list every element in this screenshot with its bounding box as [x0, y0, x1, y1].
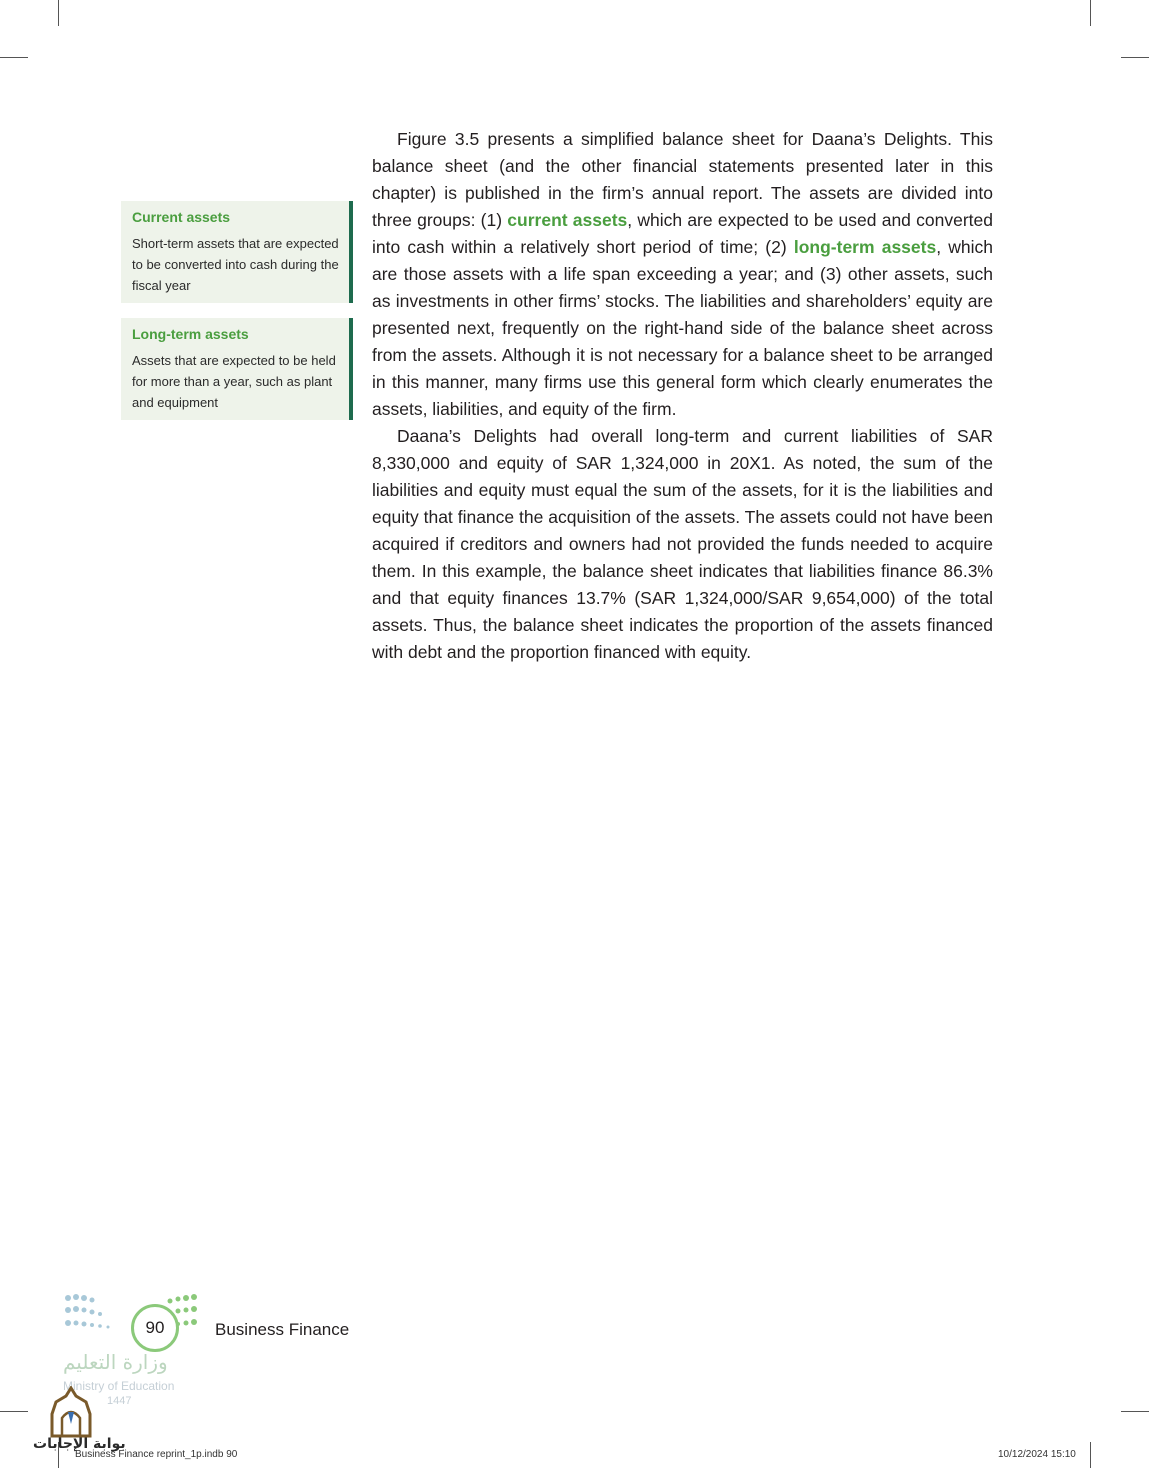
book-title: Business Finance [215, 1320, 350, 1339]
body-text [372, 126, 993, 666]
key-term-current-assets: current assets [507, 210, 628, 230]
watermark-text: بوابة الإجابات [33, 1436, 126, 1452]
crop-mark [58, 0, 59, 26]
ministry-name-arabic: وزارة التعليم [63, 1350, 168, 1374]
glossary-definition: Short-term assets that are expected to be converted into cash during the fiscal year [132, 236, 339, 293]
glossary-term: Current assets [132, 209, 231, 225]
page-number: 90 [131, 1304, 179, 1352]
glossary-box-current-assets [121, 201, 353, 303]
crop-mark [1121, 57, 1149, 58]
glossary-box-long-term-assets [121, 318, 353, 420]
crop-mark [1090, 1442, 1091, 1468]
ministry-year: 1447 [107, 1395, 132, 1407]
paragraph [372, 126, 993, 423]
paragraph: Daana’s Delights had overall long-term and current liabilities of SAR 8,330,000 and equity of SAR 1,324,000 in 20X1. As noted, the sum of the liabilities and equity must equal the sum of the assets, for it is the liabilities and equity that finance the acquisition of the assets. The assets could not have been acquired if creditors and owners had not provided the funds needed to acquire them. In this example, the balance sheet indicates that liabilities finance 86.3% and that equity finances 13.7% (SAR 1,324,000/SAR 9,654,000) of the total assets. Thus, the balance sheet indicates the proportion of the assets financed with debt and the proportion financed with equity. [372, 426, 993, 662]
ministry-name-english: Ministry of Education [63, 1379, 175, 1393]
print-slug-date: 10/12/2024 15:10 [998, 1449, 1076, 1460]
crop-mark [1121, 1411, 1149, 1412]
crop-mark [0, 57, 28, 58]
paragraph-text: , which are expected to be used and converted into cash within a relatively short period of time; (2) [372, 210, 993, 257]
crop-mark [0, 1411, 28, 1412]
crop-mark [1090, 0, 1091, 26]
glossary-term: Long-term assets [132, 326, 249, 342]
key-term-long-term-assets: long-term assets [793, 237, 937, 257]
lantern-watermark-icon [46, 1386, 96, 1442]
paragraph-text: , which are those assets with a life span exceeding a year; and (3) other assets, such as investments in other firms’ stocks. The liabilities and shareholders’ equity are presented next, frequently on the right-hand side of the balance sheet across from the assets. Although it is not necessary for a balance sheet to be arranged in this manner, many firms use this general form which clearly enumerates the assets, liabilities, and equity of the firm. [372, 237, 993, 419]
paragraph-text: Figure 3.5 presents a simplified balance sheet for Daana’s Delights. This balance sheet (and the other financial statements presented later in this chapter) is published in the firm’s annual report. The assets are divided into three groups: (1) [372, 129, 993, 230]
print-slug-file: Business Finance reprint_1p.indb 90 [75, 1449, 238, 1460]
glossary-definition: Assets that are expected to be held for more than a year, such as plant and equipment [132, 353, 336, 410]
